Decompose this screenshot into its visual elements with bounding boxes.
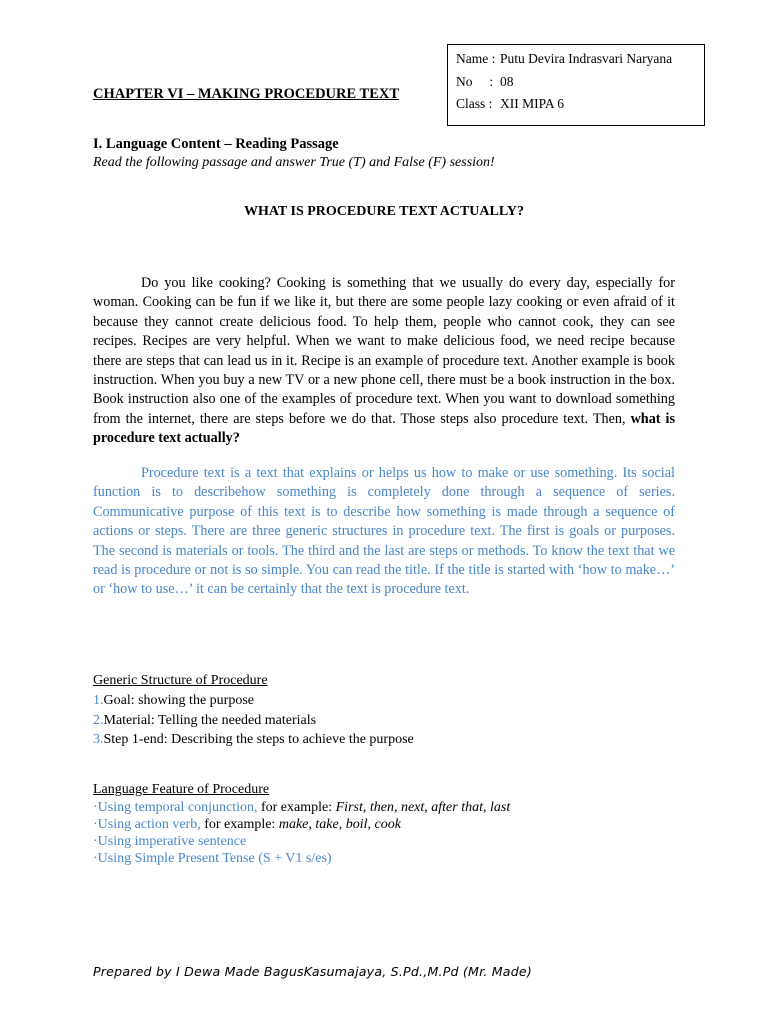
feature-suffix: for example: [200,817,279,832]
student-identity-box [447,44,705,126]
instruction-text: Read the following passage and answer True (T) and False (F) session! [93,155,495,170]
list-item-text: Material: Telling the needed materials [103,712,317,728]
feature-label: Using imperative sentence [97,834,247,849]
section-heading: I. Language Content – Reading Passage [93,136,339,152]
list-item-text: Step 1-end: Describing the steps to achieve the purpose [103,732,414,747]
class-row [456,93,704,116]
page-footer: Prepared by I Dewa Made BagusKasumajaya, S.Pd.,M.Pd (Mr. Made) [93,964,532,979]
generic-structure-heading: Generic Structure of Procedure [93,673,268,688]
list-item [93,799,510,816]
list-item [93,833,510,850]
language-feature-heading: Language Feature of Procedure [93,782,270,797]
list-number: 2. [93,712,104,728]
class-label: Class : [456,96,493,111]
list-item [93,691,414,711]
feature-examples: make, take, boil, cook [278,817,401,832]
list-item-text: Goal: showing the purpose [103,693,254,708]
passage-title: WHAT IS PROCEDURE TEXT ACTUALLY? [243,204,525,219]
name-value: Putu Devira Indrasvari Naryana [500,51,673,66]
list-item [93,850,510,867]
number-row [456,71,704,94]
generic-structure-list [93,691,414,750]
bullet: · [93,834,98,849]
feature-examples: First, then, next, after that, last [335,800,511,815]
list-item [93,730,414,750]
feature-label: Using temporal conjunction, [97,800,258,815]
number-label: No : [456,73,494,89]
bullet: · [93,817,98,832]
chapter-title: CHAPTER VI – MAKING PROCEDURE TEXT [93,86,400,102]
paragraph-2: Procedure text is a text that explains or helps us how to make or use something. Its social function is to describehow something is completely done through a sequence of series. Communicative purpose of this text is to describe how something is made through a sequence of actions or steps. There are three generic structures in procedure text. The first is goals or purposes. The second is materials or tools. The third and the last are steps or methods. To know the text that we read is procedure or not is so simple. You can read the title. If the title is started with ‘how to make…’ or ‘how to use…’ it can be certainly that the text is procedure text. [93,465,675,598]
class-value: XII MIPA 6 [500,96,565,111]
paragraph-1-bold-question: what is procedure text actually? [93,410,675,447]
name-row [456,48,704,71]
language-feature-list [93,799,510,867]
list-item [93,816,510,833]
name-label: Name : [456,51,496,66]
bullet: · [93,851,98,866]
list-number: 3. [93,732,104,747]
paragraph-1 [93,274,675,449]
feature-label: Using Simple Present Tense (S + V1 s/es) [97,851,332,866]
feature-label: Using action verb, [97,817,201,832]
paragraph-1-text: Do you like cooking? Cooking is something that we usually do every day, especially for woman. Cooking can be fun if we like it, but there are some people lazy cooking or even afraid of it because they cannot create delicious food. To help them, people who cannot cook, they can see recipes. Recipes are very helpful. When we want to make delicious food, we need recipe because there are steps that can lead us in it. Recipe is an example of procedure text. Another example is book instruction. When you buy a new TV or a new phone cell, there must be a book instruction in the box. Book instruction also one of the examples of procedure text. When you want to download something from the internet, there are steps before we do that. Those steps also procedure text. Then, [93,275,675,427]
list-item [93,711,414,731]
list-number: 1. [93,693,104,708]
number-value: 08 [500,73,514,89]
feature-suffix: for example: [257,800,336,815]
bullet: · [93,800,98,815]
